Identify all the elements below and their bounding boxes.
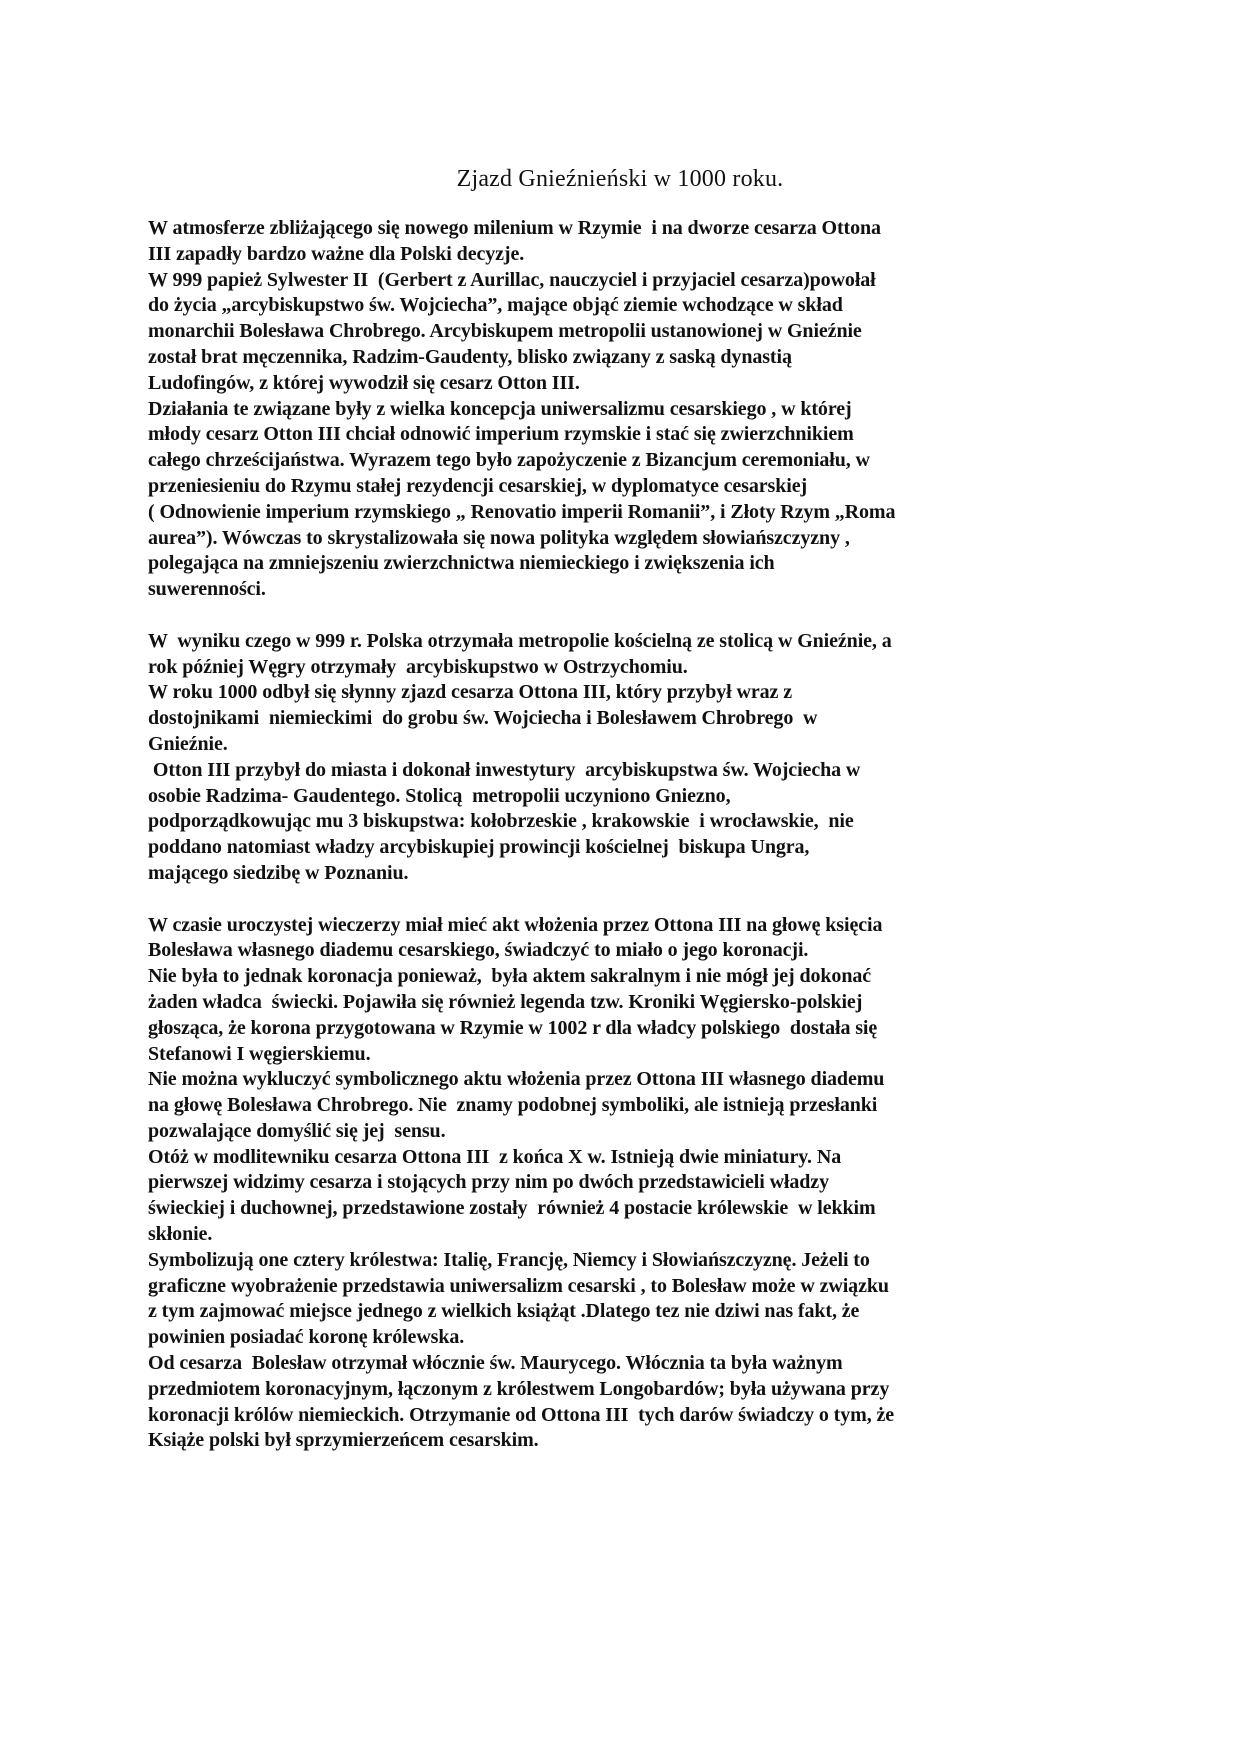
text-line: graficzne wyobrażenie przedstawia uniwersalizm cesarski , to Bolesław może w związku xyxy=(148,1274,889,1297)
text-line: W atmosferze zbliżającego się nowego milenium w Rzymie i na dworze cesarza Ottona xyxy=(148,217,881,239)
text-line: Nie była to jednak koronacja ponieważ, była aktem sakralnym i nie mógł jej dokonać xyxy=(148,965,872,988)
text-line: aurea”). Wówczas to skrystalizowała się nowa polityka względem słowiańszczyzny , xyxy=(148,526,850,549)
text-line: pierwszej widzimy cesarza i stojących przy nim po dwóch przedstawicieli władzy xyxy=(148,1171,829,1194)
text-line: całego chrześcijaństwa. Wyrazem tego było zapożyczenie z Bizancjum ceremoniału, w xyxy=(148,449,870,472)
paragraph-2 xyxy=(148,629,1108,887)
text-line: Bolesława własnego diademu cesarskiego, świadczyć to miało o jego koronacji. xyxy=(148,939,809,962)
text-line: Ludofingów, z której wywodził się cesarz Otton III. xyxy=(148,371,580,394)
paragraph-1 xyxy=(148,216,1108,603)
text-line: powinien posiadać koronę królewska. xyxy=(148,1326,465,1349)
text-line: poddano natomiast władzy arcybiskupiej prowincji kościelnej biskupa Ungra, xyxy=(148,836,810,859)
text-line: Stefanowi I węgierskiemu. xyxy=(148,1042,371,1065)
paragraph-gap xyxy=(148,887,1108,913)
text-line: polegająca na zmniejszeniu zwierzchnictwa niemieckiego i zwiększenia ich xyxy=(148,552,775,575)
text-line: żaden władca świecki. Pojawiła się również legenda tzw. Kroniki Węgiersko-polskiej xyxy=(148,990,863,1013)
text-line: przedmiotem koronacyjnym, łączonym z królestwem Longobardów; była używana przy xyxy=(148,1377,890,1400)
paragraph-3 xyxy=(148,913,1108,1455)
text-line: monarchii Bolesława Chrobrego. Arcybiskupem metropolii ustanowionej w Gnieźnie xyxy=(148,320,862,343)
text-line: podporządkowując mu 3 biskupstwa: kołobrzeskie , krakowskie i wrocławskie, nie xyxy=(148,810,854,833)
text-line: Gnieźnie. xyxy=(148,732,228,755)
text-line: na głowę Bolesława Chrobrego. Nie znamy podobnej symboliki, ale istnieją przesłanki xyxy=(148,1094,878,1117)
text-line: W czasie uroczystej wieczerzy miał mieć akt włożenia przez Ottona III na głowę księcia xyxy=(148,913,883,936)
text-line: Od cesarza Bolesław otrzymał włócznie św. Maurycego. Włócznia ta była ważnym xyxy=(148,1352,843,1375)
text-line: Otóż w modlitewniku cesarza Ottona III z końca X w. Istnieją dwie miniatury. Na xyxy=(148,1145,842,1168)
text-line: osobie Radzima- Gaudentego. Stolicą metropolii uczyniono Gniezno, xyxy=(148,784,731,807)
text-line: W roku 1000 odbył się słynny zjazd cesarza Ottona III, który przybył wraz z xyxy=(148,681,792,704)
text-line: Otton III przybył do miasta i dokonał inwestytury arcybiskupstwa św. Wojciecha w xyxy=(148,758,861,781)
text-line: głosząca, że korona przygotowana w Rzymie w 1002 r dla władcy polskiego dostała się xyxy=(148,1016,878,1039)
text-line: mającego siedzibę w Poznaniu. xyxy=(148,861,409,884)
text-line: przeniesieniu do Rzymu stałej rezydencji cesarskiej, w dyplomatyce cesarskiej xyxy=(148,474,808,497)
text-line: skłonie. xyxy=(148,1223,213,1246)
text-line: W 999 papież Sylwester II (Gerbert z Aurillac, nauczyciel i przyjaciel cesarza)powołał xyxy=(148,268,876,291)
text-line: młody cesarz Otton III chciał odnowić imperium rzymskie i stać się zwierzchnikiem xyxy=(148,423,854,446)
text-line: został brat męczennika, Radzim-Gaudenty, blisko związany z saską dynastią xyxy=(148,345,792,368)
text-line: pozwalające domyślić się jej sensu. xyxy=(148,1119,446,1142)
text-line: świeckiej i duchownej, przedstawione zostały również 4 postacie królewskie w lekkim xyxy=(148,1197,876,1220)
paragraph-gap xyxy=(148,603,1108,629)
text-line: ( Odnowienie imperium rzymskiego „ Renovatio imperii Romanii”, i Złoty Rzym „Roma xyxy=(148,500,896,523)
text-line: koronacji królów niemieckich. Otrzymanie od Ottona III tych darów świadczy o tym, że xyxy=(148,1403,895,1426)
document-title: Zjazd Gnieźnieński w 1000 roku. xyxy=(456,166,784,193)
text-line: z tym zajmować miejsce jednego z wielkich książąt .Dlatego tez nie dziwi nas fakt, że xyxy=(148,1300,860,1323)
text-line: Nie można wykluczyć symbolicznego aktu włożenia przez Ottona III własnego diademu xyxy=(148,1068,885,1091)
text-line: III zapadły bardzo ważne dla Polski decyzje. xyxy=(148,242,525,265)
text-line: Książe polski był sprzymierzeńcem cesarskim. xyxy=(148,1429,539,1452)
text-line: Symbolizują one cztery królestwa: Italię, Francję, Niemcy i Słowiańszczyznę. Jeżeli to xyxy=(148,1248,870,1271)
text-line: suwerenności. xyxy=(148,578,266,601)
text-line: Działania te związane były z wielka koncepcja uniwersalizmu cesarskiego , w której xyxy=(148,397,852,420)
text-line: do życia „arcybiskupstwo św. Wojciecha”, mające objąć ziemie wchodzące w skład xyxy=(148,294,843,317)
text-line: W wyniku czego w 999 r. Polska otrzymała metropolie kościelną ze stolicą w Gnieźnie, a xyxy=(148,629,892,652)
text-line: dostojnikami niemieckimi do grobu św. Wojciecha i Bolesławem Chrobrego w xyxy=(148,707,818,730)
document-body xyxy=(148,216,1108,1454)
text-line: rok później Węgry otrzymały arcybiskupstwo w Ostrzychomiu. xyxy=(148,655,688,678)
